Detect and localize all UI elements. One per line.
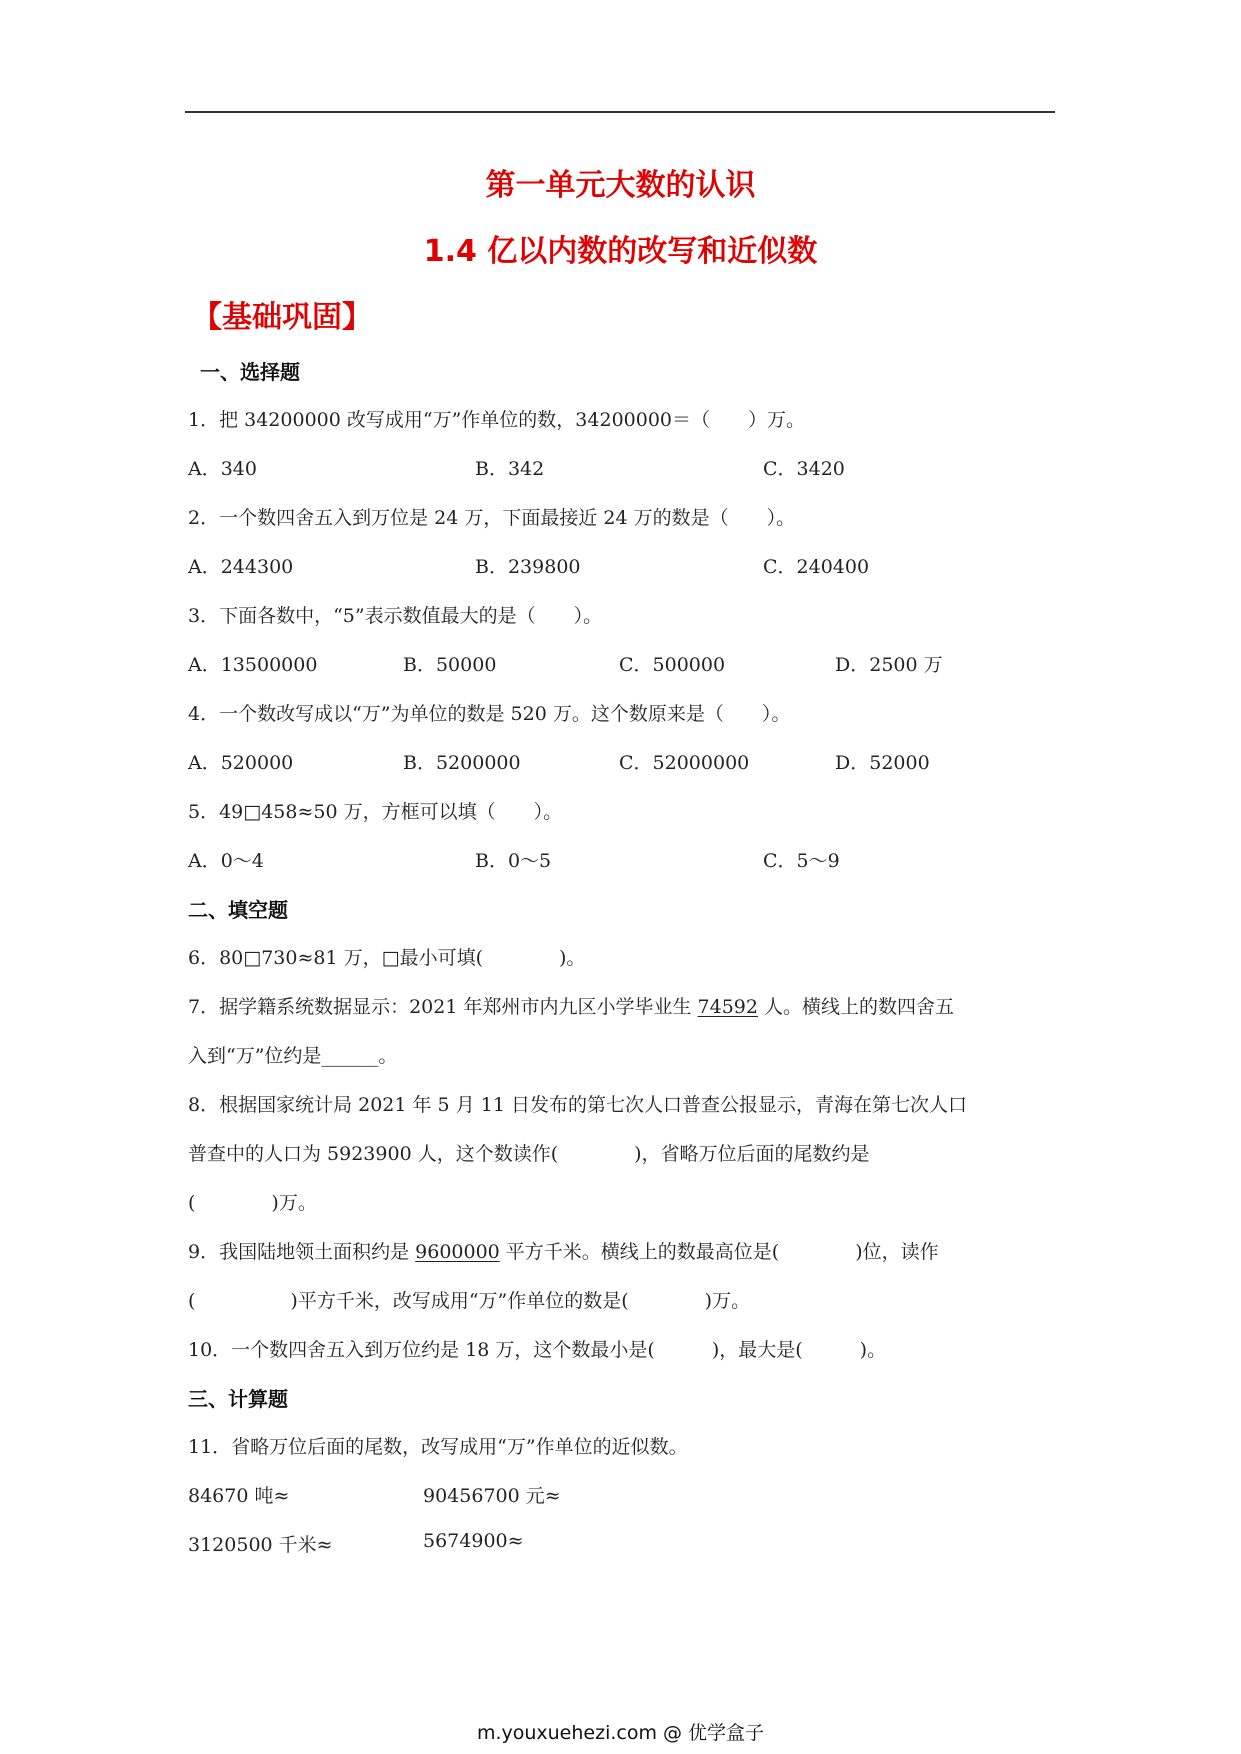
question-11-stem: 11．省略万位后面的尾数，改写成用“万”作单位的近似数。	[188, 1436, 688, 1458]
question-11-item-1: 84670 吨≈	[188, 1485, 290, 1507]
question-7-post: 人。横线上的数四舍五	[757, 996, 955, 1018]
question-7-underlined-number: 74592	[697, 996, 758, 1018]
header-rule	[185, 111, 1055, 113]
question-1-option-b: B．342	[475, 458, 545, 480]
question-11-item-4: 5674900≈	[423, 1530, 524, 1552]
question-3-option-b: B．50000	[403, 654, 497, 676]
question-10-stem: 10．一个数四舍五入到万位约是 18 万，这个数最小是( )，最大是( )。	[188, 1339, 887, 1361]
question-9-line-1	[188, 1237, 939, 1264]
question-8-line-3: ( )万。	[188, 1192, 317, 1214]
section-heading-fill: 二、填空题	[188, 898, 288, 922]
section-heading-choice: 一、选择题	[200, 360, 300, 384]
question-9-underlined-number: 9600000	[415, 1241, 500, 1263]
question-7-line-2: 入到“万”位约是______。	[188, 1045, 398, 1067]
question-4-option-b: B．5200000	[403, 752, 521, 774]
question-5-option-a: A．0～4	[188, 850, 264, 872]
question-4-option-c: C．52000000	[619, 752, 750, 774]
question-9-post: 平方千米。横线上的数最高位是( )位，读作	[499, 1241, 939, 1263]
question-3-option-a: A．13500000	[188, 654, 318, 676]
question-9-pre: 9．我国陆地领土面积约是	[188, 1241, 416, 1263]
question-2-stem: 2．一个数四舍五入到万位是 24 万，下面最接近 24 万的数是（ ）。	[188, 507, 796, 529]
question-4-option-a: A．520000	[188, 752, 294, 774]
lesson-title: 1.4 亿以内数的改写和近似数	[423, 234, 818, 269]
question-1-option-a: A．340	[188, 458, 257, 480]
question-8-line-1: 8．根据国家统计局 2021 年 5 月 11 日发布的第七次人口普查公报显示，青海在第七次人口	[188, 1094, 967, 1116]
question-7-pre: 7．据学籍系统数据显示：2021 年郑州市内九区小学毕业生	[188, 996, 698, 1018]
footer-watermark: m.youxuehezi.com @ 优学盒子	[476, 1722, 765, 1744]
question-6-stem: 6．80□730≈81 万，□最小可填( )。	[188, 947, 586, 969]
question-8-line-2: 普查中的人口为 5923900 人，这个数读作( )，省略万位后面的尾数约是	[188, 1143, 870, 1165]
question-5-option-b: B．0～5	[475, 850, 552, 872]
question-2-option-c: C．240400	[763, 556, 870, 578]
question-3-option-d: D．2500 万	[835, 654, 943, 676]
question-9-line-2: ( )平方千米，改写成用“万”作单位的数是( )万。	[188, 1290, 751, 1312]
question-1-option-c: C．3420	[763, 458, 845, 480]
question-11-item-3: 3120500 千米≈	[188, 1534, 333, 1556]
question-2-option-b: B．239800	[475, 556, 581, 578]
unit-title: 第一单元大数的认识	[485, 168, 756, 203]
section-banner: 【基础巩固】	[192, 300, 372, 335]
question-3-option-c: C．500000	[619, 654, 726, 676]
question-5-option-c: C．5～9	[763, 850, 840, 872]
question-11-item-2: 90456700 元≈	[423, 1485, 561, 1507]
section-heading-calc: 三、计算题	[188, 1387, 288, 1411]
question-1-stem: 1．把 34200000 改写成用“万”作单位的数，34200000＝（ ）万。	[188, 409, 806, 431]
question-7-line-1	[188, 992, 954, 1019]
question-2-option-a: A．244300	[188, 556, 294, 578]
question-4-option-d: D．52000	[835, 752, 930, 774]
question-4-stem: 4．一个数改写成以“万”为单位的数是 520 万。这个数原来是（ ）。	[188, 703, 791, 725]
question-5-stem: 5．49□458≈50 万，方框可以填（ ）。	[188, 801, 563, 823]
question-3-stem: 3．下面各数中，“5”表示数值最大的是（ ）。	[188, 605, 603, 627]
